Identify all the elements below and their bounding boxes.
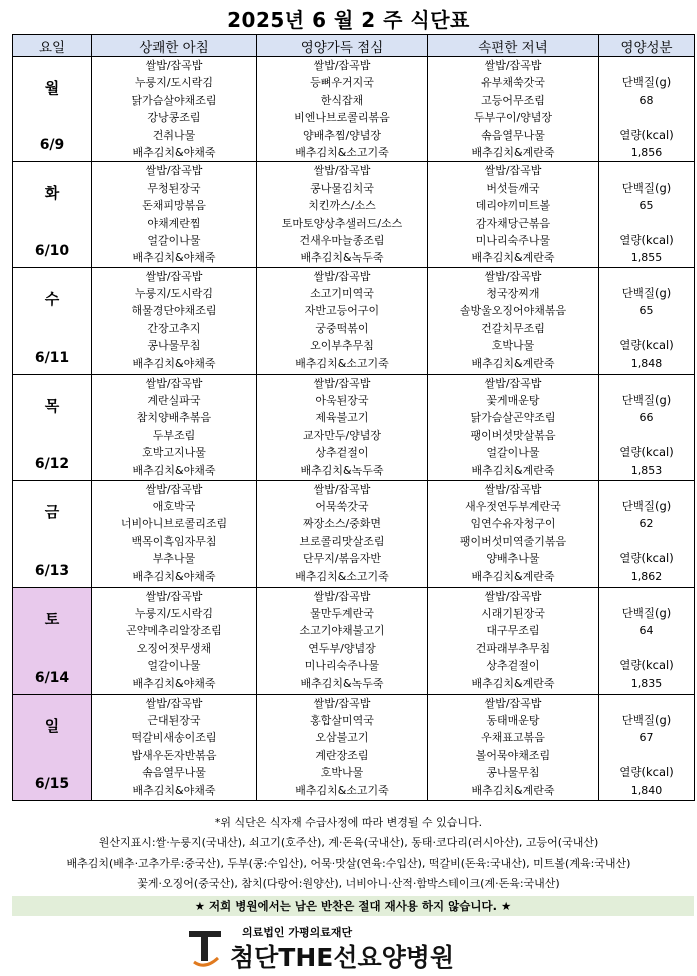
menu-item: 닭가슴살야채조림 bbox=[131, 93, 217, 107]
nutrition-spacer bbox=[599, 588, 694, 605]
nutrition-value: 64 bbox=[639, 624, 654, 638]
day-cell bbox=[13, 57, 92, 162]
nutrition-spacer bbox=[599, 427, 694, 444]
day-cell bbox=[13, 694, 92, 800]
dinner-cell bbox=[428, 162, 599, 267]
menu-table bbox=[12, 34, 695, 801]
menu-item: 볼어묵야채조림 bbox=[475, 748, 551, 762]
nutrition-label: 단백질(g) bbox=[621, 393, 672, 408]
menu-item: 대구무조림 bbox=[486, 624, 540, 638]
menu-item: 배추김치&계란죽 bbox=[471, 783, 555, 797]
menu-item: 브로콜리맛살조림 bbox=[299, 534, 385, 548]
menu-item: 배추김치&녹두죽 bbox=[300, 251, 384, 265]
menu-item: 근대된장국 bbox=[147, 714, 201, 728]
menu-item: 쌀밥/잡곡밥 bbox=[145, 696, 203, 710]
menu-item: 쌀밥/잡곡밥 bbox=[145, 269, 203, 283]
menu-item: 배추김치&야채죽 bbox=[132, 145, 216, 159]
menu-item: 비엔나브로콜리볶음 bbox=[294, 111, 390, 125]
menu-item: 팽이버섯미역줄기볶음 bbox=[459, 534, 567, 548]
menu-item: 쌀밥/잡곡밥 bbox=[313, 589, 371, 603]
day-name: 수 bbox=[44, 289, 60, 308]
menu-item: 배추김치&소고기죽 bbox=[295, 356, 389, 370]
menu-item: 물만두계란국 bbox=[310, 607, 374, 621]
lunch-cell bbox=[257, 587, 428, 694]
nutrition-spacer bbox=[599, 533, 694, 550]
menu-item: 배추김치&야채죽 bbox=[132, 569, 216, 583]
menu-item: 아욱된장국 bbox=[315, 394, 369, 408]
nutrition-label: 열량(kcal) bbox=[619, 551, 674, 566]
menu-item: 누룽지/도시락김 bbox=[134, 76, 214, 90]
menu-item: 계란장조림 bbox=[315, 748, 369, 762]
page-title: 2025년 6 월 2 주 식단표 bbox=[227, 8, 470, 32]
nutrition-label: 단백질(g) bbox=[621, 499, 672, 514]
day-date: 6/10 bbox=[34, 242, 70, 259]
day-row bbox=[13, 57, 695, 162]
day-row bbox=[13, 480, 695, 587]
menu-item: 배추김치&야채죽 bbox=[132, 251, 216, 265]
menu-item: 감자채당근볶음 bbox=[475, 216, 551, 230]
menu-item: 유부채쑥갓국 bbox=[481, 76, 545, 90]
dinner-cell bbox=[428, 57, 599, 162]
nutrition-value: 65 bbox=[639, 199, 654, 213]
menu-item: 쌀밥/잡곡밥 bbox=[484, 164, 542, 178]
nutrition-label: 열량(kcal) bbox=[619, 445, 674, 460]
menu-item: 상추겉절이 bbox=[315, 446, 369, 460]
nutrition-spacer bbox=[599, 109, 694, 126]
menu-item: 쌀밥/잡곡밥 bbox=[484, 482, 542, 496]
nutrition-label: 열량(kcal) bbox=[619, 127, 674, 142]
menu-item: 솔방울오징어야채볶음 bbox=[459, 304, 567, 318]
day-name: 목 bbox=[44, 396, 60, 415]
menu-item: 꽃게매운탕 bbox=[486, 394, 540, 408]
nutrition-value: 66 bbox=[639, 411, 654, 425]
menu-item: 짜장소스/중화면 bbox=[302, 517, 382, 531]
menu-item: 우채표고볶음 bbox=[481, 731, 545, 745]
nutrition-cell bbox=[599, 267, 695, 374]
menu-item: 애호박국 bbox=[152, 500, 196, 514]
menu-item: 얼갈이나물 bbox=[486, 446, 540, 460]
menu-item: 쌀밥/잡곡밥 bbox=[145, 482, 203, 496]
day-row bbox=[13, 374, 695, 480]
menu-item: 배추김치&녹두죽 bbox=[300, 676, 384, 690]
nutrition-cell bbox=[599, 480, 695, 587]
hospital-logo bbox=[186, 922, 516, 972]
menu-item: 자반고등어구이 bbox=[304, 304, 380, 318]
menu-item: 소고기야채불고기 bbox=[299, 624, 385, 638]
nutrition-spacer bbox=[599, 320, 694, 337]
menu-item: 누룽지/도시락김 bbox=[134, 607, 214, 621]
menu-item: 무청된장국 bbox=[147, 181, 201, 195]
lunch-cell bbox=[257, 480, 428, 587]
menu-item: 쌀밥/잡곡밥 bbox=[313, 164, 371, 178]
menu-item: 참치양배추볶음 bbox=[136, 411, 212, 425]
day-date: 6/12 bbox=[34, 455, 70, 472]
hospital-logo-icon bbox=[186, 928, 224, 968]
menu-item: 배추김치&계란죽 bbox=[471, 356, 555, 370]
nutrition-cell bbox=[599, 374, 695, 480]
day-date: 6/9 bbox=[39, 137, 65, 154]
menu-item: 오징어젓무생채 bbox=[136, 641, 212, 655]
menu-item: 시래기된장국 bbox=[481, 607, 545, 621]
footnote: *위 식단은 식자재 수급사정에 따라 변경될 수 있습니다. bbox=[214, 816, 483, 829]
nutrition-spacer bbox=[599, 57, 694, 74]
menu-item: 배추김치&야채죽 bbox=[132, 783, 216, 797]
header-day: 요일 bbox=[13, 35, 92, 57]
nutrition-cell bbox=[599, 162, 695, 267]
menu-item: 콩나물무침 bbox=[147, 339, 201, 353]
nutrition-label: 열량(kcal) bbox=[619, 232, 674, 247]
dinner-cell bbox=[428, 587, 599, 694]
lunch-cell bbox=[257, 694, 428, 800]
menu-item: 배추김치&소고기죽 bbox=[295, 569, 389, 583]
day-name: 월 bbox=[44, 79, 60, 97]
day-date: 6/13 bbox=[34, 562, 70, 579]
menu-item: 오삼불고기 bbox=[315, 731, 369, 745]
day-cell bbox=[13, 480, 92, 587]
lunch-cell bbox=[257, 267, 428, 374]
menu-item: 쌀밥/잡곡밥 bbox=[145, 164, 203, 178]
menu-item: 궁중떡볶이 bbox=[315, 321, 369, 335]
nutrition-value: 1,840 bbox=[630, 783, 663, 797]
menu-item: 상추겉절이 bbox=[486, 659, 540, 673]
nutrition-label: 열량(kcal) bbox=[619, 658, 674, 673]
menu-item: 쌀밥/잡곡밥 bbox=[313, 482, 371, 496]
breakfast-cell bbox=[92, 57, 257, 162]
menu-item: 토마토양상추샐러드/소스 bbox=[281, 216, 403, 230]
nutrition-label: 단백질(g) bbox=[621, 606, 672, 621]
day-date: 6/14 bbox=[34, 669, 70, 686]
menu-item: 쌀밥/잡곡밥 bbox=[145, 59, 203, 72]
menu-item: 돈채피망볶음 bbox=[142, 199, 206, 213]
nutrition-label: 열량(kcal) bbox=[619, 338, 674, 353]
nutrition-cell bbox=[599, 694, 695, 800]
nutrition-value: 62 bbox=[639, 517, 654, 531]
nutrition-label: 단백질(g) bbox=[621, 286, 672, 301]
breakfast-cell bbox=[92, 374, 257, 480]
nutrition-spacer bbox=[599, 695, 694, 712]
menu-item: 배추김치&야채죽 bbox=[132, 463, 216, 477]
menu-item: 배추김치&소고기죽 bbox=[295, 145, 389, 159]
header-dinner: 속편한 저녁 bbox=[428, 35, 599, 57]
header-nutrition: 영양성분 bbox=[599, 35, 695, 57]
nutrition-label: 단백질(g) bbox=[621, 75, 672, 90]
menu-item: 데리야끼미트볼 bbox=[475, 199, 551, 213]
origin-line-2: 배추김치(배추·고추가루:중국산), 두부(콩:수입산), 어묵·맛살(연육:수입산), 떡갈비(돈육:국내산), 미트볼(계육:국내산) bbox=[66, 857, 631, 870]
nutrition-spacer bbox=[599, 215, 694, 232]
menu-item: 오이부추무침 bbox=[310, 339, 374, 353]
menu-item: 교자만두/양념장 bbox=[302, 428, 382, 442]
origin-line-1: 원산지표시:쌀·누룽지(국내산), 쇠고기(호주산), 계·돈육(국내산), 동태·코다리(러시아산), 고등어(국내산) bbox=[98, 836, 599, 849]
menu-item: 닭가슴살곤약조림 bbox=[470, 411, 556, 425]
day-name: 화 bbox=[44, 184, 60, 203]
menu-item: 해물경단야채조림 bbox=[131, 304, 217, 318]
menu-item: 건파래부추무침 bbox=[475, 641, 551, 655]
menu-item: 강낭콩조림 bbox=[147, 111, 201, 125]
menu-item: 호박나물 bbox=[491, 339, 535, 353]
menu-item: 쌀밥/잡곡밥 bbox=[145, 589, 203, 603]
menu-item: 팽이버섯맛살볶음 bbox=[470, 428, 556, 442]
menu-item: 제육불고기 bbox=[315, 411, 369, 425]
nutrition-spacer bbox=[599, 481, 694, 498]
menu-item: 단무지/볶음자반 bbox=[302, 552, 382, 566]
nutrition-value: 1,856 bbox=[630, 145, 663, 159]
day-name: 금 bbox=[44, 502, 60, 521]
menu-item: 건취나물 bbox=[152, 128, 196, 142]
hospital-name: 첨단THE선요양병원 bbox=[230, 943, 455, 972]
menu-item: 미나리숙주나물 bbox=[304, 659, 380, 673]
menu-item: 버섯들깨국 bbox=[486, 181, 540, 195]
menu-item: 배추김치&소고기죽 bbox=[295, 783, 389, 797]
menu-item: 동태매운탕 bbox=[486, 714, 540, 728]
menu-item: 쌀밥/잡곡밥 bbox=[484, 59, 542, 72]
menu-item: 양배추나물 bbox=[486, 552, 540, 566]
menu-item: 배추김치&계란죽 bbox=[471, 145, 555, 159]
nutrition-value: 65 bbox=[639, 304, 654, 318]
nutrition-value: 67 bbox=[639, 731, 654, 745]
nutrition-spacer bbox=[599, 375, 694, 392]
lunch-cell bbox=[257, 374, 428, 480]
day-date: 6/11 bbox=[34, 349, 70, 366]
menu-item: 배추김치&계란죽 bbox=[471, 463, 555, 477]
menu-item: 건갈치무조림 bbox=[481, 321, 545, 335]
header-row bbox=[13, 35, 695, 57]
menu-item: 치킨까스/소스 bbox=[308, 199, 376, 213]
nutrition-cell bbox=[599, 587, 695, 694]
menu-item: 고등어무조림 bbox=[481, 93, 545, 107]
header-lunch: 영양가득 점심 bbox=[257, 35, 428, 57]
foundation-name: 의료법인 가평의료재단 bbox=[242, 926, 353, 939]
menu-item: 호박고지나물 bbox=[142, 446, 206, 460]
lunch-cell bbox=[257, 162, 428, 267]
menu-item: 배추김치&녹두죽 bbox=[300, 463, 384, 477]
breakfast-cell bbox=[92, 480, 257, 587]
menu-item: 연두부/양념장 bbox=[308, 641, 376, 655]
menu-item: 등뼈우거지국 bbox=[310, 76, 374, 90]
day-cell bbox=[13, 374, 92, 480]
nutrition-cell bbox=[599, 57, 695, 162]
menu-item: 쌀밥/잡곡밥 bbox=[313, 696, 371, 710]
menu-item: 배추김치&계란죽 bbox=[471, 676, 555, 690]
menu-item: 쌀밥/잡곡밥 bbox=[484, 376, 542, 390]
nutrition-spacer bbox=[599, 162, 694, 179]
menu-item: 배추김치&야채죽 bbox=[132, 356, 216, 370]
day-cell bbox=[13, 162, 92, 267]
menu-item: 어묵쑥갓국 bbox=[315, 500, 369, 514]
menu-item: 밥새우돈자반볶음 bbox=[131, 748, 217, 762]
menu-item: 쌀밥/잡곡밥 bbox=[484, 269, 542, 283]
nutrition-value: 1,853 bbox=[630, 463, 663, 477]
breakfast-cell bbox=[92, 694, 257, 800]
nutrition-value: 68 bbox=[639, 93, 654, 107]
menu-item: 쌀밥/잡곡밥 bbox=[313, 269, 371, 283]
day-name: 일 bbox=[44, 716, 60, 735]
menu-item: 떡갈비새송이조림 bbox=[131, 731, 217, 745]
menu-item: 두부구이/양념장 bbox=[473, 111, 553, 125]
day-row bbox=[13, 162, 695, 267]
menu-item: 쌀밥/잡곡밥 bbox=[484, 696, 542, 710]
menu-item: 쌀밥/잡곡밥 bbox=[313, 59, 371, 72]
breakfast-cell bbox=[92, 162, 257, 267]
day-row bbox=[13, 587, 695, 694]
menu-item: 한식잡채 bbox=[320, 93, 364, 107]
menu-item: 계란실파국 bbox=[147, 394, 201, 408]
breakfast-cell bbox=[92, 267, 257, 374]
menu-item: 새우젓연두부계란국 bbox=[465, 500, 561, 514]
menu-item: 양배추찜/양념장 bbox=[302, 128, 382, 142]
nutrition-value: 1,848 bbox=[630, 356, 663, 370]
day-date: 6/15 bbox=[34, 775, 70, 792]
nutrition-spacer bbox=[599, 640, 694, 657]
header-breakfast: 상쾌한 아침 bbox=[92, 35, 257, 57]
menu-item: 솎음열무나물 bbox=[142, 766, 206, 780]
menu-item: 쌀밥/잡곡밥 bbox=[313, 376, 371, 390]
menu-item: 콩나물김치국 bbox=[310, 181, 374, 195]
menu-item: 누룽지/도시락김 bbox=[134, 287, 214, 301]
nutrition-spacer bbox=[599, 268, 694, 285]
menu-item: 부추나물 bbox=[152, 552, 196, 566]
menu-item: 얼갈이나물 bbox=[147, 659, 201, 673]
nutrition-label: 단백질(g) bbox=[621, 713, 672, 728]
menu-item: 미나리숙주나물 bbox=[475, 233, 551, 247]
origin-line-3: 꽃게·오징어(중국산), 참치(다랑어:원양산), 너비아니·산적·함박스테이크(계·돈육:국내산) bbox=[137, 877, 560, 890]
menu-item: 백목이흑임자무침 bbox=[131, 534, 217, 548]
menu-item: 두부조림 bbox=[152, 428, 196, 442]
menu-item: 쌀밥/잡곡밥 bbox=[484, 589, 542, 603]
menu-item: 얼갈이나물 bbox=[147, 233, 201, 247]
day-row bbox=[13, 267, 695, 374]
nutrition-value: 1,862 bbox=[630, 569, 663, 583]
menu-item: 솎음열무나물 bbox=[481, 128, 545, 142]
nutrition-label: 단백질(g) bbox=[621, 180, 672, 195]
menu-item: 호박나물 bbox=[320, 766, 364, 780]
lunch-cell bbox=[257, 57, 428, 162]
dinner-cell bbox=[428, 267, 599, 374]
dinner-cell bbox=[428, 694, 599, 800]
breakfast-cell bbox=[92, 587, 257, 694]
notice-banner: ★ 저희 병원에서는 남은 반찬은 절대 재사용 하지 않습니다. ★ bbox=[12, 896, 694, 916]
menu-item: 배추김치&야채죽 bbox=[132, 676, 216, 690]
menu-item: 곤약메추리알장조림 bbox=[126, 624, 222, 638]
menu-item: 쌀밥/잡곡밥 bbox=[145, 376, 203, 390]
nutrition-label: 열량(kcal) bbox=[619, 765, 674, 780]
menu-item: 야채계란찜 bbox=[147, 216, 201, 230]
menu-item: 홍합살미역국 bbox=[310, 714, 374, 728]
nutrition-value: 1,855 bbox=[630, 251, 663, 265]
menu-item: 배추김치&계란죽 bbox=[471, 569, 555, 583]
menu-item: 청국장찌개 bbox=[486, 287, 540, 301]
dinner-cell bbox=[428, 374, 599, 480]
day-row bbox=[13, 694, 695, 800]
menu-item: 소고기미역국 bbox=[310, 287, 374, 301]
menu-item: 간장고추지 bbox=[147, 321, 201, 335]
menu-item: 임연수유자청구이 bbox=[470, 517, 556, 531]
menu-item: 건새우마늘종조림 bbox=[299, 233, 385, 247]
dinner-cell bbox=[428, 480, 599, 587]
day-cell bbox=[13, 267, 92, 374]
nutrition-spacer bbox=[599, 747, 694, 764]
nutrition-value: 1,835 bbox=[630, 676, 663, 690]
menu-item: 배추김치&계란죽 bbox=[471, 251, 555, 265]
day-cell bbox=[13, 587, 92, 694]
menu-item: 콩나물무침 bbox=[486, 766, 540, 780]
day-name: 토 bbox=[44, 609, 60, 628]
menu-item: 너비아니브로콜리조림 bbox=[120, 517, 228, 531]
